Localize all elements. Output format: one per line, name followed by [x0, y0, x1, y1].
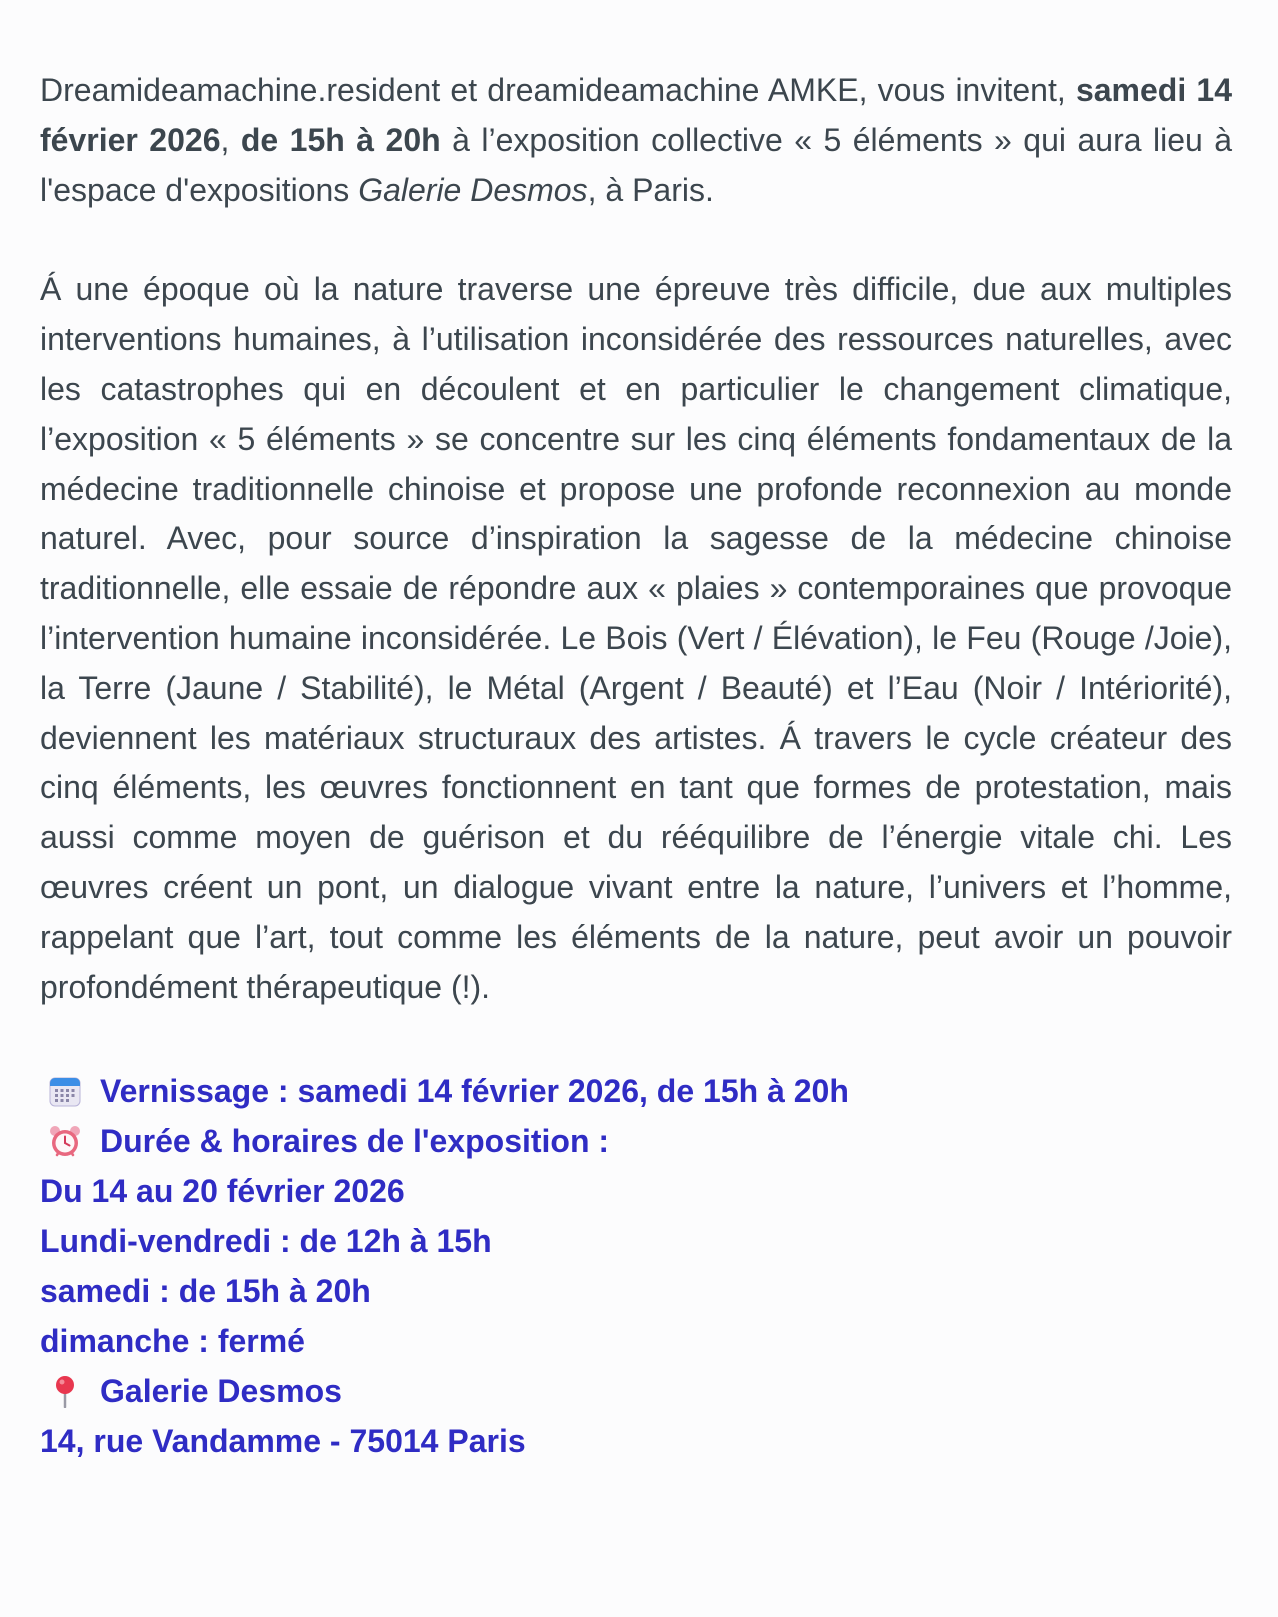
alarm-clock-icon	[46, 1122, 84, 1160]
saturday-hours: samedi : de 15h à 20h	[40, 1273, 371, 1310]
vernissage-line	[40, 1066, 1232, 1116]
intro-text-3: , à Paris.	[587, 171, 714, 208]
calendar-icon	[46, 1072, 84, 1110]
event-date: samedi 14 février 2026	[40, 72, 1233, 158]
intro-text: Dreamideamachine.resident et dreamideamachine AMKE, vous invitent,	[40, 72, 1066, 108]
round-pushpin-icon	[46, 1372, 84, 1410]
venue-line	[40, 1366, 1232, 1416]
venue-title: Galerie Desmos	[100, 1373, 342, 1410]
vernissage-text: Vernissage : samedi 14 février 2026, de 15h à 20h	[100, 1073, 849, 1110]
dates-line: Du 14 au 20 février 2026	[40, 1173, 405, 1210]
paragraph-spacer	[40, 215, 1232, 265]
event-time: de 15h à 20h	[240, 121, 441, 158]
intro-paragraph	[40, 66, 1232, 215]
venue-name: Galerie Desmos	[358, 171, 588, 208]
intro-comma: ,	[220, 121, 230, 158]
event-info-block	[40, 1062, 1232, 1466]
paragraph-spacer	[40, 1012, 1232, 1062]
description-paragraph: Á une époque où la nature traverse une épreuve très difficile, due aux multiples interventions humaines, à l’utilisation inconsidérée des ressources naturelles, avec les catastrophes qui en découlent et en particulier le changement climatique, l’exposition « 5 éléments » se concentre sur les cinq éléments fondamentaux de la médecine traditionnelle chinoise et propose une profonde reconnexion au monde naturel. Avec, pour source d’inspiration la sagesse de la médecine chinoise traditionnelle, elle essaie de répondre aux « plaies » contemporaines que provoque l’intervention humaine inconsidérée. Le Bois (Vert / Élévation), le Feu (Rouge /Joie), la Terre (Jaune / Stabilité), le Métal (Argent / Beauté) et l’Eau (Noir / Intériorité), deviennent les matériaux structuraux des artistes. Á travers le cycle créateur des cinq éléments, les œuvres fonctionnent en tant que formes de protestation, mais aussi comme moyen de guérison et du rééquilibre de l’énergie vitale chi. Les œuvres créent un pont, un dialogue vivant entre la nature, l’univers et l’homme, rappelant que l’art, tout comme les éléments de la nature, peut avoir un pouvoir profondément thérapeutique (!).	[40, 271, 1232, 1005]
sunday-hours: dimanche : fermé	[40, 1323, 305, 1360]
intro-text-2: à l’exposition collective « 5 éléments » qui aura lieu à l'espace d'expositions	[40, 121, 1233, 208]
duration-heading: Durée & horaires de l'exposition :	[100, 1123, 610, 1160]
address-line: 14, rue Vandamme - 75014 Paris	[40, 1423, 526, 1460]
weekdays-hours: Lundi-vendredi : de 12h à 15h	[40, 1223, 492, 1260]
duration-heading-line	[40, 1116, 1232, 1166]
